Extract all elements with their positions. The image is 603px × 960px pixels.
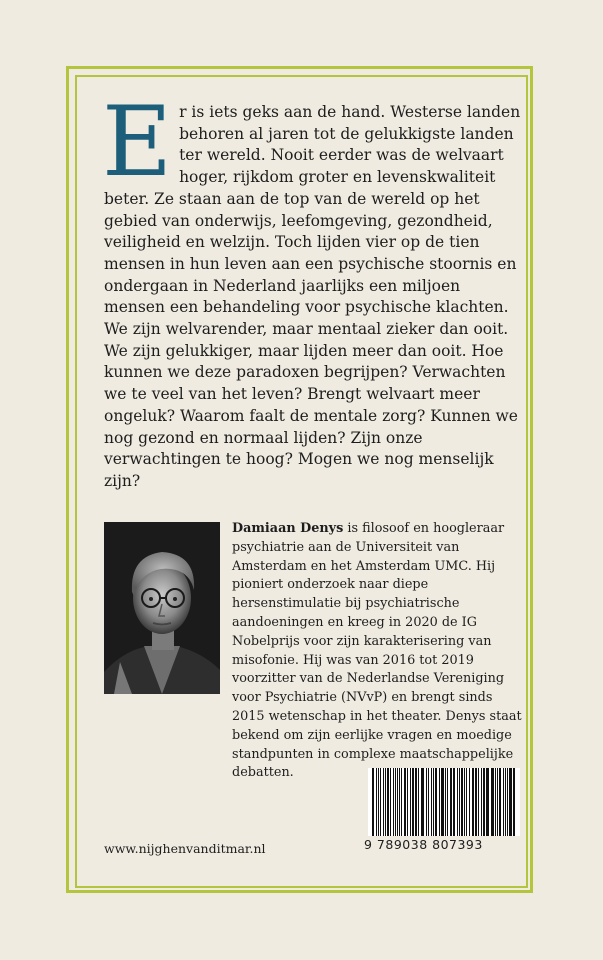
barcode-bar xyxy=(513,768,515,836)
barcode-bar xyxy=(428,768,429,836)
barcode-bar xyxy=(410,768,411,836)
barcode-bar xyxy=(412,768,414,836)
barcode-bar xyxy=(426,768,427,836)
barcode-bar xyxy=(376,768,377,836)
barcode-bar xyxy=(505,768,506,836)
barcode-bar xyxy=(486,768,489,836)
barcode-bar xyxy=(441,768,444,836)
barcode-bar xyxy=(472,768,474,836)
barcode-bar xyxy=(393,768,394,836)
isbn-barcode xyxy=(368,768,520,836)
barcode-bar xyxy=(390,768,391,836)
barcode-bar xyxy=(439,768,440,836)
barcode-bar xyxy=(387,768,389,836)
barcode-bar xyxy=(450,768,452,836)
barcode-bar xyxy=(404,768,406,836)
barcode-bar xyxy=(433,768,434,836)
barcode-bar xyxy=(383,768,384,836)
barcode-bar xyxy=(481,768,482,836)
barcode-bar xyxy=(457,768,458,836)
barcode-bar xyxy=(478,768,479,836)
barcode-bar xyxy=(372,768,374,836)
barcode-bar xyxy=(378,768,379,836)
barcode-bar xyxy=(418,768,419,836)
barcode-bar xyxy=(399,768,400,836)
publisher-website[interactable]: www.nijghenvanditmar.nl xyxy=(104,841,266,856)
barcode-bar xyxy=(461,768,463,836)
barcode-bars xyxy=(368,768,520,836)
barcode-bar xyxy=(507,768,508,836)
barcode-bar xyxy=(499,768,501,836)
barcode-bar xyxy=(495,768,496,836)
barcode-bar xyxy=(445,768,446,836)
barcode-bar xyxy=(415,768,417,836)
barcode-bar xyxy=(503,768,504,836)
isbn-number: 9 789038 807393 xyxy=(364,837,483,852)
barcode-bar xyxy=(475,768,477,836)
barcode-bar xyxy=(435,768,437,836)
barcode-bar xyxy=(483,768,485,836)
barcode-bar xyxy=(397,768,398,836)
barcode-bar xyxy=(447,768,448,836)
barcode-bar xyxy=(407,768,408,836)
barcode-bar xyxy=(385,768,386,836)
author-photo xyxy=(104,522,220,694)
author-bio-text: is filosoof en hoogleraar psychiatrie aan de Universiteit van Amsterdam en het Amsterdam UMC. Hij pioniert onderzoek naar diepe hersenstimulatie bij psychiatrische aandoeningen en kreeg in 2020 de IG Nobelprijs voor zijn karakterisering van misofonie. Hij was van 2016 tot 2019 voorzitter van de Nederlandse Vereniging voor Psychiatrie (NVvP) en brengt sinds 2015 wetenschap in het theater. Denys staat bekend om zijn eerlijke vragen en moedige standpunten in complexe maatschappelijke debatten. xyxy=(232,521,522,781)
author-bio xyxy=(232,520,522,783)
barcode-bar xyxy=(421,768,424,836)
author-name: Damiaan Denys xyxy=(232,521,344,536)
barcode-bar xyxy=(497,768,498,836)
barcode-bar xyxy=(395,768,396,836)
blurb-text: r is iets geks aan de hand. Westerse landen behoren al jaren tot de gelukkigste landen ter wereld. Nooit eerder was de welvaart hoger, rijkdom groter en levenskwaliteit beter. Ze staan aan de top van de wereld op het gebied van onderwijs, leefomgeving, gezondheid, veiligheid en welzijn. Toch lijden vier op de tien mensen in hun leven aan een psychische stoornis en ondergaan in Nederland jaarlijks een miljoen mensen een behandeling voor psychische klachten. We zijn welvarender, maar mentaal zieker dan ooit. We zijn gelukkiger, maar lijden meer dan ooit. Hoe kunnen we deze paradoxen begrijpen? Verwachten we te veel van het leven? Brengt welvaart meer ongeluk? Waarom faalt de mentale zorg? Kunnen we nog gezond en normaal lijden? Zijn onze verwachtingen te hoog? Mogen we nog menselijk zijn? xyxy=(104,103,521,490)
barcode-bar xyxy=(509,768,512,836)
barcode-bar xyxy=(401,768,402,836)
barcode-bar xyxy=(491,768,494,836)
barcode-bar xyxy=(466,768,467,836)
back-cover-blurb xyxy=(102,86,524,493)
barcode-bar xyxy=(459,768,460,836)
barcode-bar xyxy=(469,768,470,836)
barcode-bar xyxy=(453,768,455,836)
drop-cap: E xyxy=(102,86,173,198)
barcode-bar xyxy=(464,768,465,836)
barcode-bar xyxy=(431,768,432,836)
barcode-bar xyxy=(380,768,381,836)
author-portrait-image xyxy=(104,522,220,694)
